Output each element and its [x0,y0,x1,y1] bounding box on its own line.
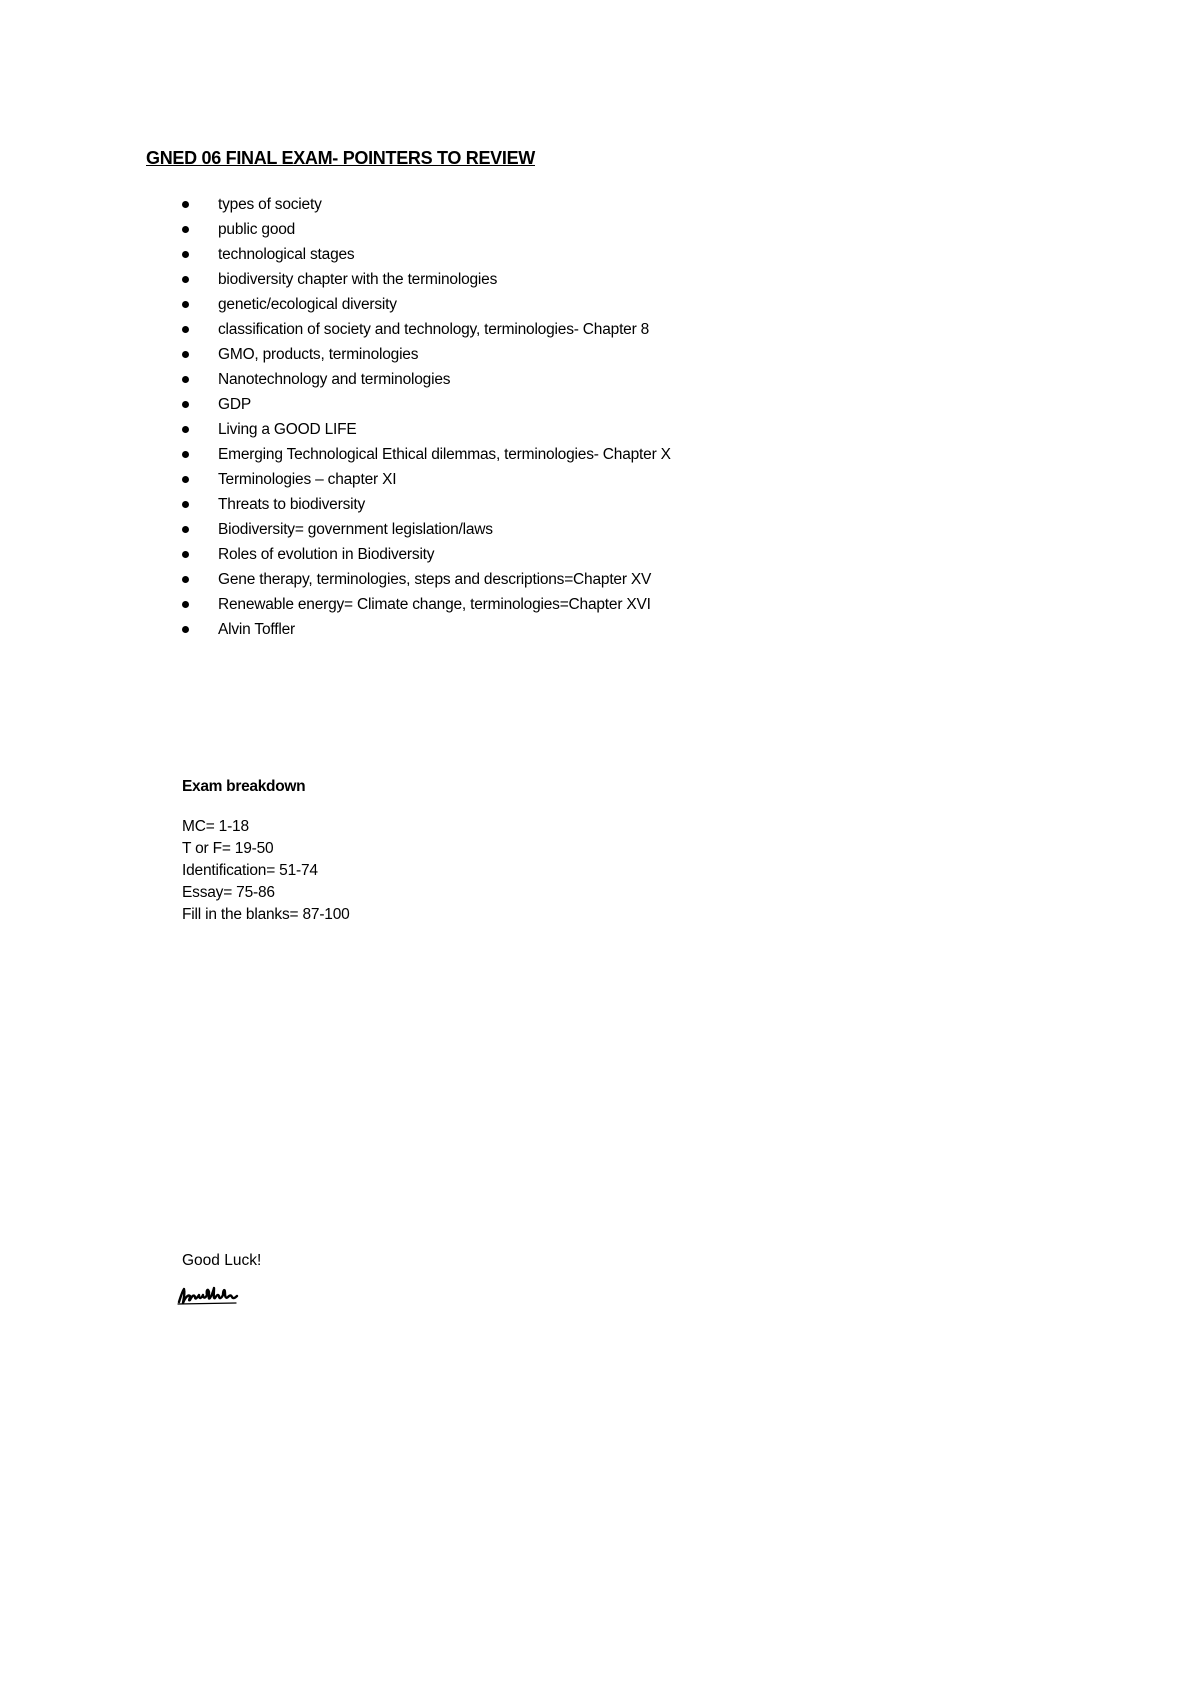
list-item-text: public good [218,221,296,238]
bullet-icon [182,426,189,433]
bullet-icon [182,401,189,408]
bullet-icon [182,201,189,208]
list-item-text: Alvin Toffler [218,621,295,638]
closing-text: Good Luck! [182,1252,262,1269]
bullet-icon [182,326,189,333]
handwritten-signature [176,1284,240,1306]
bullet-icon [182,376,189,383]
list-item [180,467,671,492]
list-item [180,292,671,317]
list-item-text: Biodiversity= government legislation/laws [218,521,493,538]
list-item-text: Gene therapy, terminologies, steps and descriptions=Chapter XV [218,571,652,588]
breakdown-line: MC= 1-18 [182,818,249,835]
list-item [180,217,671,242]
bullet-icon [182,626,189,633]
breakdown-line: Identification= 51-74 [182,862,318,879]
list-item [180,542,671,567]
breakdown-line: Fill in the blanks= 87-100 [182,906,350,923]
list-item [180,567,671,592]
list-item-text: technological stages [218,246,355,263]
list-item-text: Roles of evolution in Biodiversity [218,546,435,563]
pointers-list [180,192,671,642]
list-item [180,242,671,267]
breakdown-line: Essay= 75-86 [182,884,275,901]
list-item [180,392,671,417]
list-item [180,617,671,642]
list-item-text: GMO, products, terminologies [218,346,419,363]
list-item [180,442,671,467]
list-item [180,342,671,367]
bullet-icon [182,451,189,458]
list-item [180,592,671,617]
list-item [180,367,671,392]
list-item-text: types of society [218,196,322,213]
list-item [180,317,671,342]
bullet-icon [182,526,189,533]
bullet-icon [182,576,189,583]
list-item [180,417,671,442]
list-item-text: classification of society and technology, terminologies- Chapter 8 [218,321,650,338]
list-item-text: GDP [218,396,251,413]
exam-breakdown-heading: Exam breakdown [182,778,306,795]
list-item-text: Terminologies – chapter XI [218,471,397,488]
bullet-icon [182,501,189,508]
document-title: GNED 06 FINAL EXAM- POINTERS TO REVIEW [146,148,535,168]
list-item [180,492,671,517]
list-item [180,192,671,217]
list-item-text: Emerging Technological Ethical dilemmas, terminologies- Chapter X [218,446,671,463]
bullet-icon [182,476,189,483]
bullet-icon [182,276,189,283]
list-item [180,267,671,292]
list-item-text: Nanotechnology and terminologies [218,371,451,388]
list-item-text: biodiversity chapter with the terminologies [218,271,498,288]
list-item [180,517,671,542]
bullet-icon [182,251,189,258]
bullet-icon [182,301,189,308]
bullet-icon [182,351,189,358]
bullet-icon [182,601,189,608]
bullet-icon [182,226,189,233]
breakdown-line: T or F= 19-50 [182,840,274,857]
list-item-text: Living a GOOD LIFE [218,421,357,438]
bullet-icon [182,551,189,558]
list-item-text: Renewable energy= Climate change, terminologies=Chapter XVI [218,596,651,613]
list-item-text: Threats to biodiversity [218,496,366,513]
exam-breakdown-list [182,816,350,926]
list-item-text: genetic/ecological diversity [218,296,397,313]
